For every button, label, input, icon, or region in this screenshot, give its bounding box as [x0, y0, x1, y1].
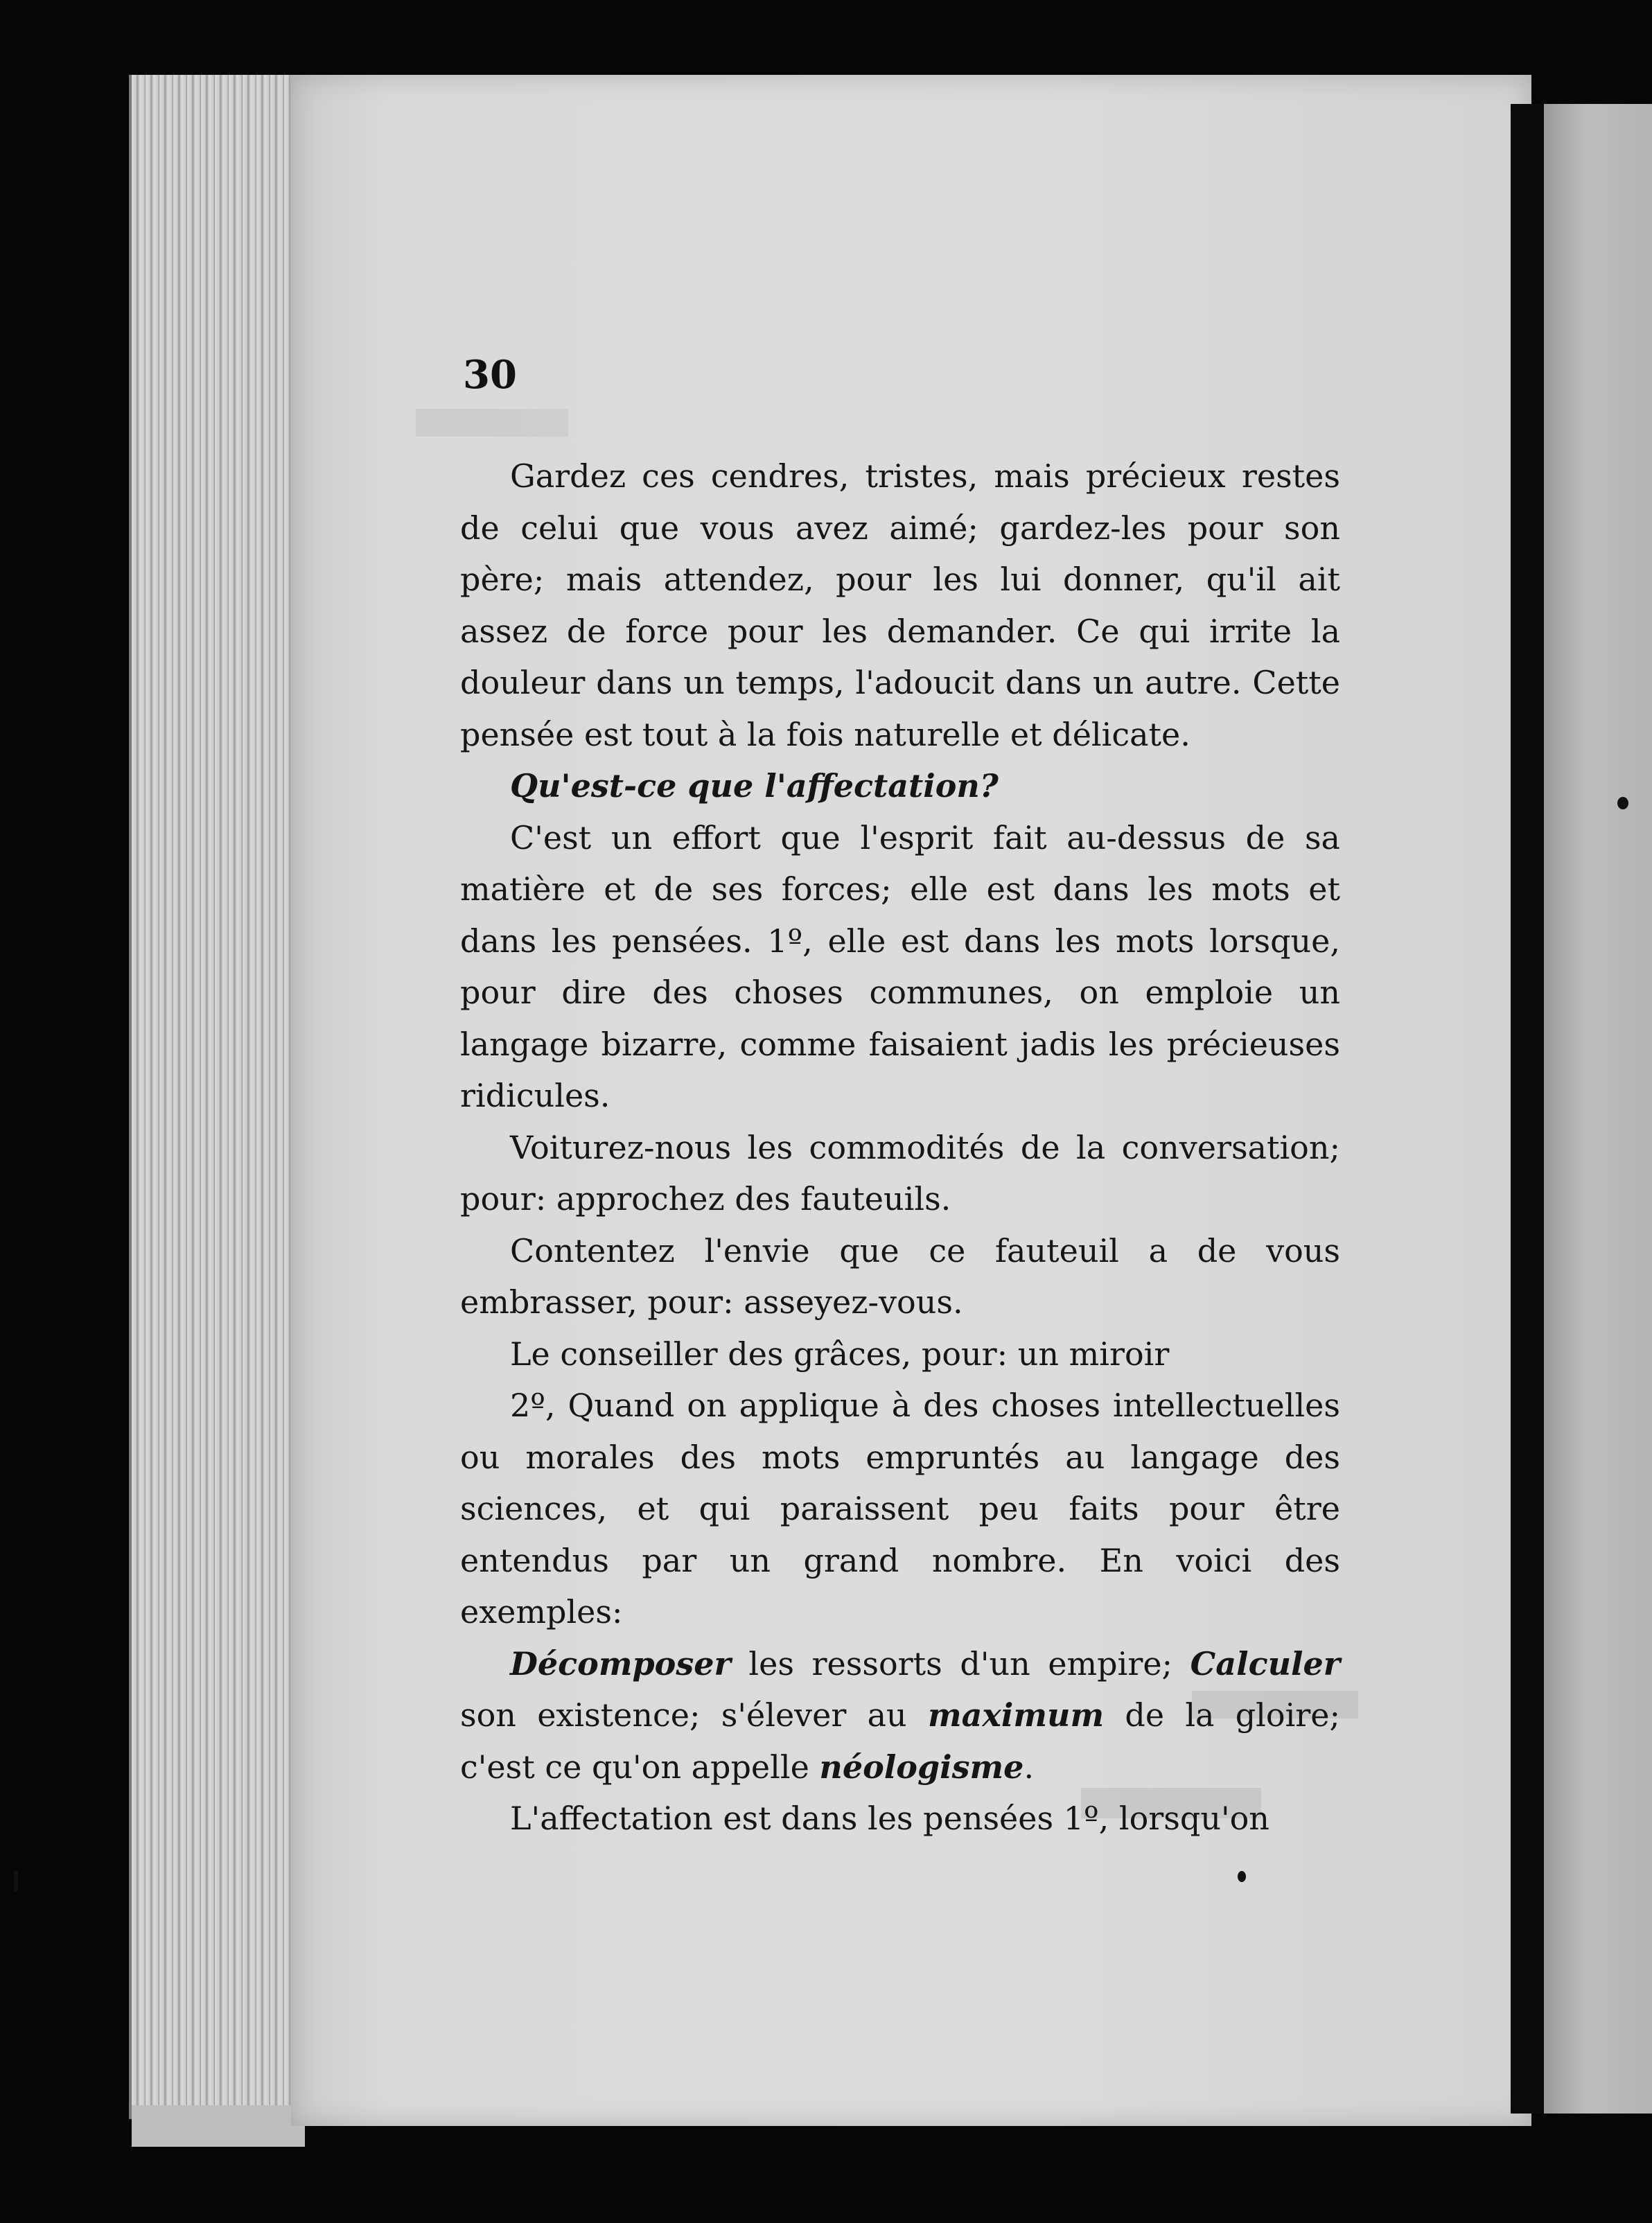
paragraph: L'affectation est dans les pensées 1º, lorsqu'on — [510, 1800, 1269, 1837]
ink-speck — [1617, 797, 1628, 809]
italic-term: néologisme — [819, 1748, 1024, 1786]
ink-speck — [14, 1871, 18, 1892]
text-run: son existence; s'élever au — [460, 1696, 928, 1734]
page-number: 30 — [463, 352, 517, 398]
paragraph: Gardez ces cendres, tristes, mais précieux restes de celui que vous avez aimé; gardez-les pour son père; mais attendez, pour les lui donner, qu'il ait assez de force pour les demander. Ce qui irrite la douleur dans un temps, l'adoucit dans un autre. Cette pensée est tout à la fois naturelle et délicate. — [460, 457, 1340, 753]
binding-gutter — [1511, 104, 1544, 2114]
paragraph: Contentez l'envie que ce fauteuil a de vous embrasser, pour: asseyez-vous. — [460, 1231, 1340, 1321]
question-heading: Qu'est-ce que l'affectation? — [510, 767, 999, 805]
facing-page-edge — [1544, 104, 1652, 2114]
show-through-mark — [416, 409, 568, 437]
ink-speck — [1238, 1871, 1246, 1882]
paragraph: Voiturez-nous les commodités de la conversation; pour: approchez des fauteuils. — [460, 1128, 1340, 1218]
italic-term: maximum — [927, 1696, 1105, 1734]
text-run: . — [1023, 1748, 1035, 1786]
paragraph: Le conseiller des grâces, pour: un miroir — [510, 1335, 1170, 1373]
paragraph: 2º, Quand on applique à des choses intellectuelles ou morales des mots empruntés au langage des sciences, et qui paraissent peu faits pour être entendus par un grand nombre. En voici des exemples: — [460, 1387, 1340, 1631]
text-run: de la gloire; c'est ce qu'on appelle — [460, 1696, 1340, 1786]
examples-paragraph — [460, 1638, 1340, 1793]
text-run: les ressorts d'un empire; — [730, 1644, 1190, 1682]
paragraph: C'est un effort que l'esprit fait au-dessus de sa matière et de ses forces; elle est dans les mots et dans les pensées. 1º, elle est dans les mots lorsque, pour dire des choses communes, on emploie un langage bizarre, comme faisaient jadis les précieuses ridicules. — [460, 818, 1340, 1114]
italic-term: Décomposer — [510, 1644, 731, 1682]
italic-term: Calculer — [1190, 1644, 1340, 1682]
page-body — [460, 450, 1340, 1845]
page-edges — [129, 75, 305, 2119]
